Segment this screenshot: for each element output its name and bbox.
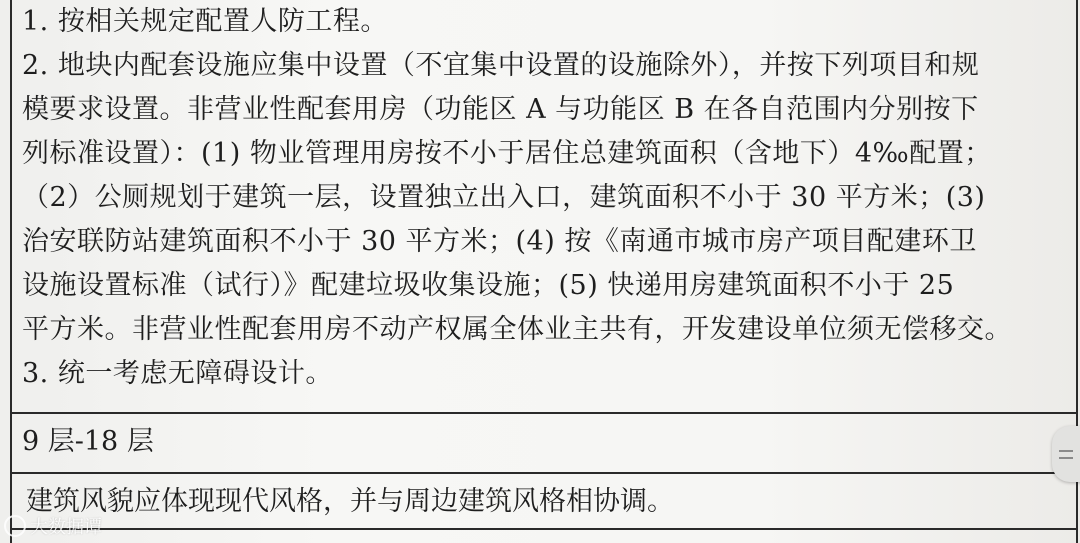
text-line: 2. 地块内配套设施应集中设置（不宜集中设置的设施除外），并按下列项目和规 [22,50,980,81]
text-line: 模要求设置。非营业性配套用房（功能区 A 与功能区 B 在各自范围内分别按下 [22,94,979,125]
text-line: （2）公厕规划于建筑一层，设置独立出入口，建筑面积不小于 30 平方米；(3) [22,182,986,213]
building-floors-text: 9 层-18 层 [22,426,154,457]
text-line: 治安联防站建筑面积不小于 30 平方米；(4) 按《南通市城市房产项目配建环卫 [22,226,977,257]
grip-line-icon [1059,450,1073,452]
watermark-text: 大数据谭 [30,517,102,538]
architectural-style-text: 建筑风貌应体现现代风格，并与周边建筑风格相协调。 [26,486,674,517]
planning-requirements-cell [12,0,1076,412]
building-floors-cell [12,412,1076,472]
architectural-style-cell [12,472,1076,530]
requirements-text [22,0,1012,396]
text-line: 3. 统一考虑无障碍设计。 [22,358,333,389]
text-line: 列标准设置）：(1) 物业管理用房按不小于居住总建筑面积（含地下）4‰配置； [22,138,992,169]
watermark-logo-icon [4,515,26,537]
watermark [4,513,102,539]
text-line: 设施设置标准（试行）》配建垃圾收集设施；(5) 快递用房建筑面积不小于 25 [22,270,955,301]
text-line: 1. 按相关规定配置人防工程。 [22,6,388,37]
text-line: 平方米。非营业性配套用房不动产权属全体业主共有，开发建设单位须无偿移交。 [22,314,1012,345]
requirements-table [10,0,1078,543]
scroll-handle[interactable] [1052,426,1080,482]
grip-line-icon [1059,457,1073,459]
